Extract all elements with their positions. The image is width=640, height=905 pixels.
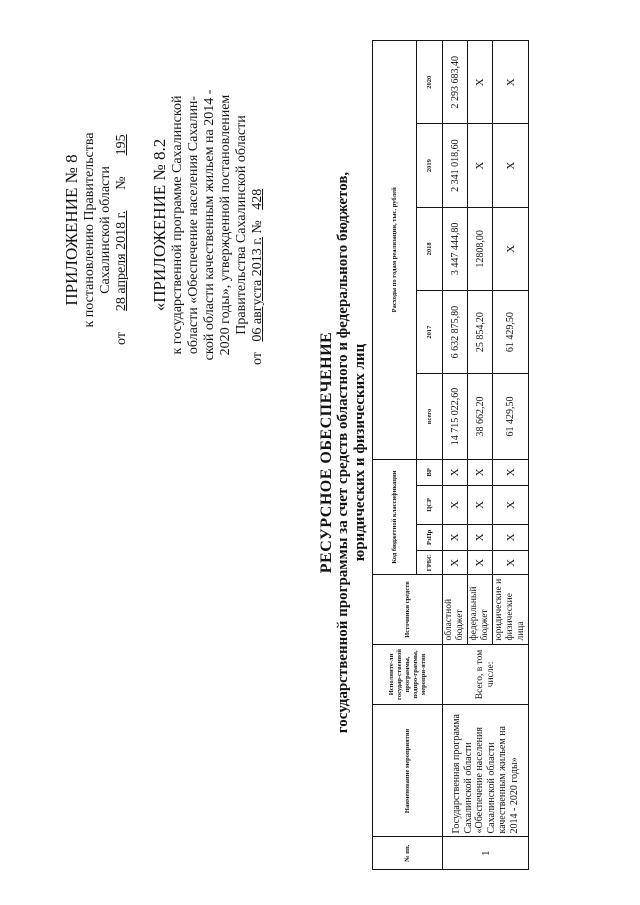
col-header-budget-code: Код бюджетной классификации bbox=[373, 459, 417, 575]
rzpr-cell: X bbox=[468, 524, 493, 550]
program-appendix-line: Правительства Сахалинской области bbox=[234, 115, 249, 335]
number-label: № bbox=[250, 220, 265, 234]
y2017-cell: 6 632 875,80 bbox=[443, 291, 468, 374]
title-line-2: государственной программы за счет средств областного и федерального бюджетов, bbox=[335, 171, 351, 734]
col-header-total: всего bbox=[417, 374, 443, 459]
y2020-cell: X bbox=[468, 41, 493, 124]
from-label: от bbox=[114, 332, 129, 345]
col-header-2019: 2019 bbox=[417, 124, 443, 207]
col-header-name: Наименование мероприятия bbox=[373, 705, 443, 837]
col-header-2018: 2018 bbox=[417, 207, 443, 290]
program-appendix-number: 428 bbox=[250, 188, 265, 210]
y2017-cell: 61 429,50 bbox=[493, 291, 529, 374]
y2020-cell: X bbox=[493, 41, 529, 124]
total-cell: 61 429,50 bbox=[493, 374, 529, 459]
row-name: Государственная программа Сахалинской области «Обеспечение населения Сахалинской области качественным жильем на 2014 - 2020 годы» bbox=[443, 705, 529, 837]
total-cell: 14 715 022,60 bbox=[443, 374, 468, 459]
col-header-csr: ЦСР bbox=[417, 486, 443, 525]
col-header-vr: ВР bbox=[417, 459, 443, 485]
appendix-line1: к постановлению Правительства bbox=[82, 132, 97, 328]
y2018-cell: 3 447 444,80 bbox=[443, 207, 468, 290]
document-title bbox=[318, 0, 369, 905]
program-appendix-date-line bbox=[250, 85, 266, 365]
csr-cell: X bbox=[468, 486, 493, 525]
source-cell: областной бюджет bbox=[443, 575, 468, 644]
appendix-line2: Сахалинской области bbox=[98, 166, 113, 294]
resource-table bbox=[372, 40, 529, 870]
rzpr-cell: X bbox=[443, 524, 468, 550]
vr-cell: X bbox=[443, 459, 468, 485]
source-cell: федеральный бюджет bbox=[468, 575, 493, 644]
source-cell: юридические и физические лица bbox=[493, 575, 529, 644]
program-appendix-line: области «Обеспечение населения Сахалин- bbox=[186, 95, 201, 355]
vr-cell: X bbox=[468, 459, 493, 485]
col-header-2020: 2020 bbox=[417, 41, 443, 124]
grbs-cell: X bbox=[468, 551, 493, 575]
col-header-grbs: ГРБС bbox=[417, 551, 443, 575]
program-appendix-header bbox=[150, 85, 266, 365]
y2017-cell: 25 854,20 bbox=[468, 291, 493, 374]
y2018-cell: 12808,00 bbox=[468, 207, 493, 290]
program-appendix-title: «ПРИЛОЖЕНИЕ № 8.2 bbox=[150, 138, 169, 312]
from-label: от bbox=[250, 352, 265, 365]
title-line-3: юридических и физических лиц bbox=[352, 343, 368, 562]
program-appendix-line: ской области качественным жильем на 2014 - bbox=[202, 89, 217, 361]
appendix-date: 28 апреля 2018 г. bbox=[114, 210, 129, 312]
y2018-cell: X bbox=[493, 207, 529, 290]
appendix-header bbox=[62, 85, 130, 345]
row-executor: Всего, в том числе: bbox=[443, 644, 529, 705]
program-appendix-date: 06 августа 2013 г. bbox=[250, 237, 265, 342]
col-header-rzpr: РзПр bbox=[417, 524, 443, 550]
csr-cell: X bbox=[443, 486, 468, 525]
y2020-cell: 2 293 683,40 bbox=[443, 41, 468, 124]
appendix-date-line bbox=[114, 85, 130, 345]
appendix-title: ПРИЛОЖЕНИЕ № 8 bbox=[62, 154, 81, 306]
col-header-expenses: Расходы по годам реализации, тыс. рублей bbox=[373, 41, 417, 460]
number-label: № bbox=[114, 176, 129, 190]
table-row bbox=[443, 41, 468, 870]
program-appendix-line: к государственной программе Сахалинской bbox=[170, 95, 185, 355]
title-line-1: РЕСУРСНОЕ ОБЕСПЕЧЕНИЕ bbox=[318, 331, 335, 574]
row-number: 1 bbox=[443, 837, 529, 870]
rzpr-cell: X bbox=[493, 524, 529, 550]
program-appendix-line: 2020 годы», утвержденной постановлением bbox=[218, 94, 233, 356]
col-header-executors: Исполните-ли государ-ственной программы, подпро-граммы, меропри-ятия bbox=[373, 644, 443, 705]
vr-cell: X bbox=[493, 459, 529, 485]
total-cell: 38 662,20 bbox=[468, 374, 493, 459]
y2019-cell: 2 341 018,60 bbox=[443, 124, 468, 207]
csr-cell: X bbox=[493, 486, 529, 525]
y2019-cell: X bbox=[468, 124, 493, 207]
col-header-2017: 2017 bbox=[417, 291, 443, 374]
col-header-number: № пп. bbox=[373, 837, 443, 870]
y2019-cell: X bbox=[493, 124, 529, 207]
grbs-cell: X bbox=[443, 551, 468, 575]
col-header-sources: Источники средств bbox=[373, 575, 443, 644]
grbs-cell: X bbox=[493, 551, 529, 575]
appendix-number: 195 bbox=[114, 134, 129, 156]
